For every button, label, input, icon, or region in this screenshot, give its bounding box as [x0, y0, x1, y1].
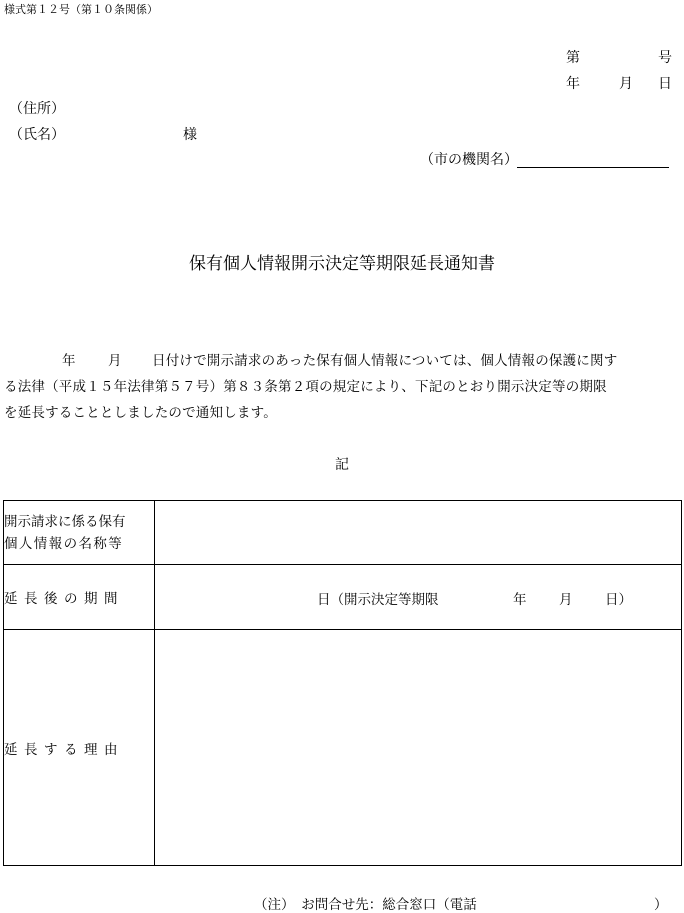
document-title: 保有個人情報開示決定等期限延長通知書	[189, 254, 495, 274]
period-label-cell	[4, 565, 155, 630]
document-number	[566, 47, 672, 67]
body-line-1-text: 日付けで開示請求のあった保有個人情報については、個人情報の保護に関す	[152, 353, 618, 369]
period-day-text: 日（開示決定等期限	[317, 592, 439, 608]
body-month: 月	[108, 353, 122, 369]
document-number-suffix: 号	[658, 50, 672, 66]
form-number: 様式第１２号（第１０条関係）	[4, 3, 158, 16]
sender-agency-line	[517, 167, 669, 168]
contact-note-close: ）	[654, 897, 668, 913]
table-row-item-name	[4, 501, 682, 565]
contact-note-text: （注） お問合せ先：総合窓口（電話	[254, 897, 477, 913]
date-day: 日	[658, 76, 672, 92]
period-value-cell[interactable]	[155, 565, 682, 630]
contact-note	[254, 893, 668, 913]
info-table	[3, 500, 682, 866]
period-year: 年	[513, 592, 527, 608]
table-row-period	[4, 565, 682, 630]
item-name-value-cell[interactable]	[155, 501, 682, 565]
body-line-1	[4, 348, 680, 374]
body-year: 年	[62, 353, 76, 369]
item-name-label-cell	[4, 501, 155, 565]
recipient-name-label: （氏名）	[9, 127, 65, 143]
reason-label-cell	[4, 630, 155, 866]
document-number-prefix: 第	[566, 50, 580, 66]
period-close: 日）	[605, 592, 632, 608]
reason-value-cell[interactable]	[155, 630, 682, 866]
sender-agency-label: （市の機関名）	[420, 152, 518, 168]
date-year: 年	[566, 76, 580, 92]
item-name-label-line-2: 個人情報の名称等	[4, 535, 124, 552]
date-month: 月	[619, 76, 633, 92]
recipient-address-label: （住所）	[9, 101, 65, 117]
item-name-label-line-1: 開示請求に係る保有	[4, 513, 126, 530]
period-month: 月	[559, 592, 573, 608]
body-line-2: る法律（平成１５年法律第５７号）第８３条第２項の規定により、下記のとおり開示決定等の期限	[4, 379, 607, 395]
table-row-reason	[4, 630, 682, 866]
recipient-honorific: 様	[183, 127, 197, 143]
ki-heading: 記	[335, 457, 349, 473]
period-label: 延長後の期間	[4, 591, 124, 607]
body-paragraph	[4, 348, 680, 426]
body-line-3: を延長することとしましたので通知します。	[4, 405, 277, 421]
reason-label: 延長する理由	[4, 741, 124, 758]
